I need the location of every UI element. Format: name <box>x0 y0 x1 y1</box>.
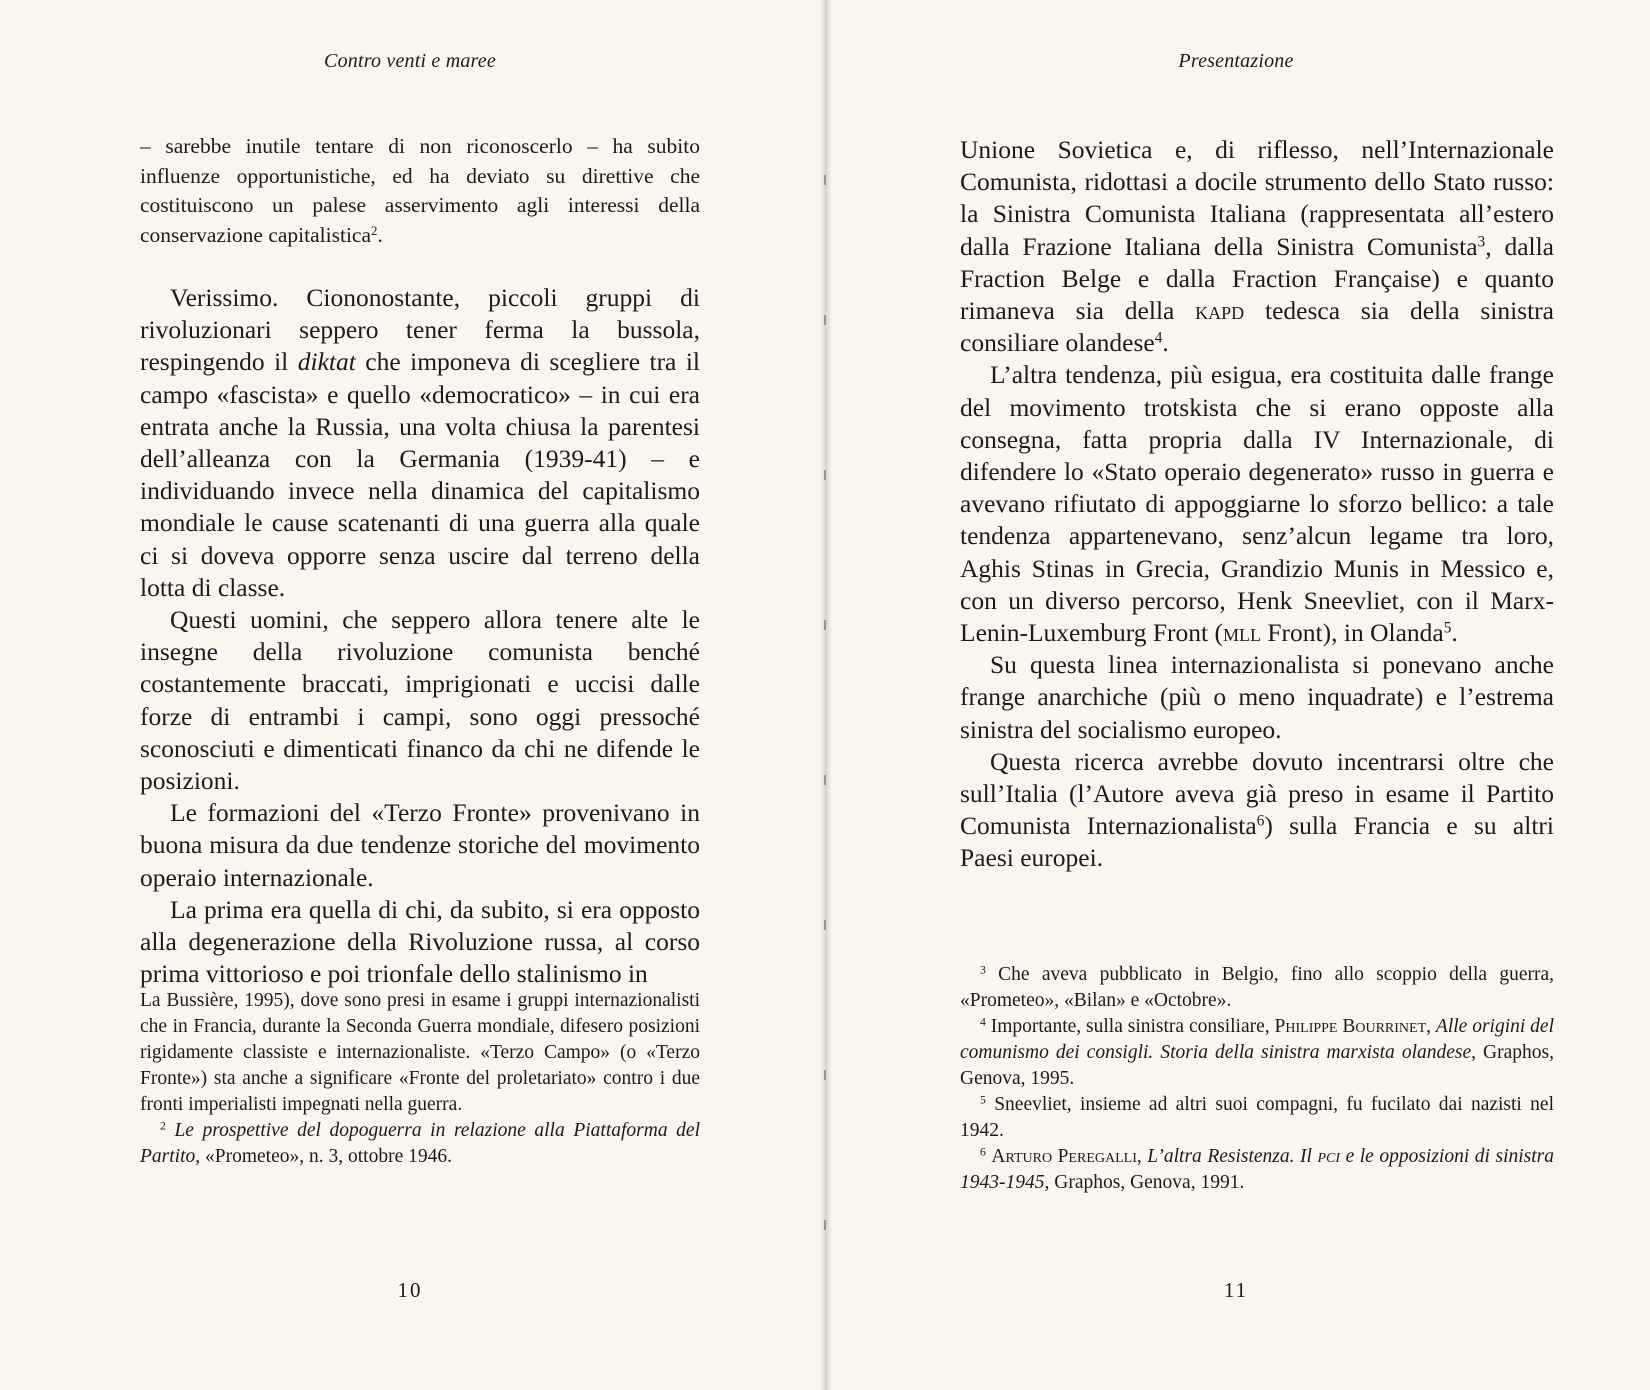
footnote-ref-4[interactable]: 4 <box>1154 329 1163 347</box>
gutter-mark <box>824 175 826 185</box>
quotation-block <box>140 132 700 250</box>
page-number-left: 10 <box>397 1278 423 1302</box>
footnote-ref-3[interactable]: 3 <box>1477 233 1486 251</box>
body-text-left <box>140 282 700 990</box>
gutter-mark <box>824 775 826 785</box>
footnote-continuation: La Bussière, 1995), dove sono presi in esame i gruppi internazionalisti che in Francia, durante la Seconda Guerra mondiale, difesero posizioni rigidamente classiste e internazionaliste. «Terzo Campo» (o «Terzo Fronte») sta anche a significare «Fronte del proletariato» contro i due fronti imperialisti impegnati nella guerra. <box>140 990 700 1115</box>
footnote-2: $^2$ Le prospettive del dopoguerra in relazione alla Piattaforma del Partito, «Prometeo», n. 3, ottobre 1946. <box>140 1119 700 1167</box>
quotation-text: – sarebbe inutile tentare di non riconoscerlo – ha subito influenze opportunistiche, ed ha deviato su direttive che costituiscono un palese asservimento agli interessi della conservazione capitalistica$^2$. <box>140 134 700 247</box>
book-gutter <box>820 0 832 1390</box>
footnote-5: $^5$ Sneevliet, insieme ad altri suoi compagni, fu fucilato dai nazisti nel 1942. <box>960 1093 1555 1141</box>
gutter-mark <box>824 470 826 480</box>
gutter-mark <box>824 620 826 630</box>
gutter-mark <box>824 1070 826 1080</box>
paragraph: Unione Sovietica e, di riflesso, nell’Internazionale Comunista, ridottasi a docile strumento dello Stato russo: la Sinistra Comunista Italiana (rappresentata all’estero dalla Frazione Italiana della Sinistra Comunista$^3$, dalla Fraction Belge e dalla Fraction Française) e quanto rimaneva sia della kapd tedesca sia della sinistra consiliare olandese$^4$. <box>960 135 1555 358</box>
gutter-mark <box>824 920 826 930</box>
footnote-3: $^3$ Che aveva pubblicato in Belgio, fino allo scoppio della guerra, «Prometeo», «Bilan» e «Octobre». <box>960 963 1554 1011</box>
body-text-right <box>960 134 1554 875</box>
gutter-mark <box>824 1220 826 1230</box>
left-page <box>0 0 824 1390</box>
footnote-6: $^6$ Arturo Peregalli, L’altra Resistenza. Il pci e le opposizioni di sinistra 1943-1945, Graphos, Genova, 1991. <box>960 1145 1554 1193</box>
footnote-4: $^4$ Importante, sulla sinistra consiliare, Philippe Bourrinet, Alle origini del comunismo dei consigli. Storia della sinistra marxista olandese, Graphos, Genova, 1995. <box>960 1015 1555 1089</box>
paragraph: La prima era quella di chi, da subito, si era opposto alla degenerazione della Rivoluzione russa, al corso prima vittorioso e poi trionfale dello stalinismo in <box>140 894 700 989</box>
running-head-left: Contro venti e maree <box>324 50 496 72</box>
running-head-right: Presentazione <box>1178 50 1294 72</box>
page-number-right: 11 <box>1223 1278 1249 1302</box>
footnote-ref-2[interactable]: 2 <box>371 223 378 238</box>
footnotes-right <box>960 962 1554 1196</box>
paragraph: Questi uomini, che seppero allora tenere alte le insegne della rivoluzione comunista benché costantemente braccati, imprigionati e uccisi dalle forze di entrambi i campi, sono oggi pressoché sconosciuti e dimenticati financo da chi ne difende le posizioni. <box>140 605 700 796</box>
paragraph: Su questa linea internazionalista si ponevano anche frange anarchiche (più o meno inquadrate) e l’estrema sinistra del socialismo europeo. <box>960 650 1554 744</box>
gutter-mark <box>824 315 826 325</box>
footnotes-left <box>140 988 700 1170</box>
right-page <box>826 0 1650 1390</box>
paragraph: Questa ricerca avrebbe dovuto incentrarsi oltre che sull’Italia (l’Autore aveva già preso in esame il Partito Comunista Internazionalista$^6$) sulla Francia e su altri Paesi europei. <box>960 746 1554 873</box>
footnote-ref-6[interactable]: 6 <box>1256 812 1265 830</box>
paragraph: Le formazioni del «Terzo Fronte» provenivano in buona misura da due tendenze storiche del movimento operaio internazionale. <box>140 798 700 892</box>
paragraph: Verissimo. Ciononostante, piccoli gruppi di rivoluzionari seppero tener ferma la bussola, respingendo il diktat che imponeva di scegliere tra il campo «fascista» e quello «democratico» – in cui era entrata anche la Russia, una volta chiusa la parentesi dell’alleanza con la Germania (1939-41) – e individuando invece nella dinamica del capitalismo mondiale le cause scatenanti di una guerra alla quale ci si doveva opporre senza uscire dal terreno della lotta di classe. <box>140 283 701 602</box>
footnote-ref-5[interactable]: 5 <box>1443 619 1452 637</box>
paragraph: L’altra tendenza, più esigua, era costituita dalle frange del movimento trotskista che si erano opposte alla consegna, fatta propria dalla IV Internazionale, di difendere lo «Stato operaio degenerato» russo in guerra e avevano rifiutato di appoggiarne lo sforzo bellico: a tale tendenza appartenevano, senz’alcun legame tra loro, Aghis Stinas in Grecia, Grandizio Munis in Messico e, con un diverso percorso, Henk Sneevliet, con il Marx-Lenin-Luxemburg Front (mll Front), in Olanda$^5$. <box>960 360 1554 648</box>
